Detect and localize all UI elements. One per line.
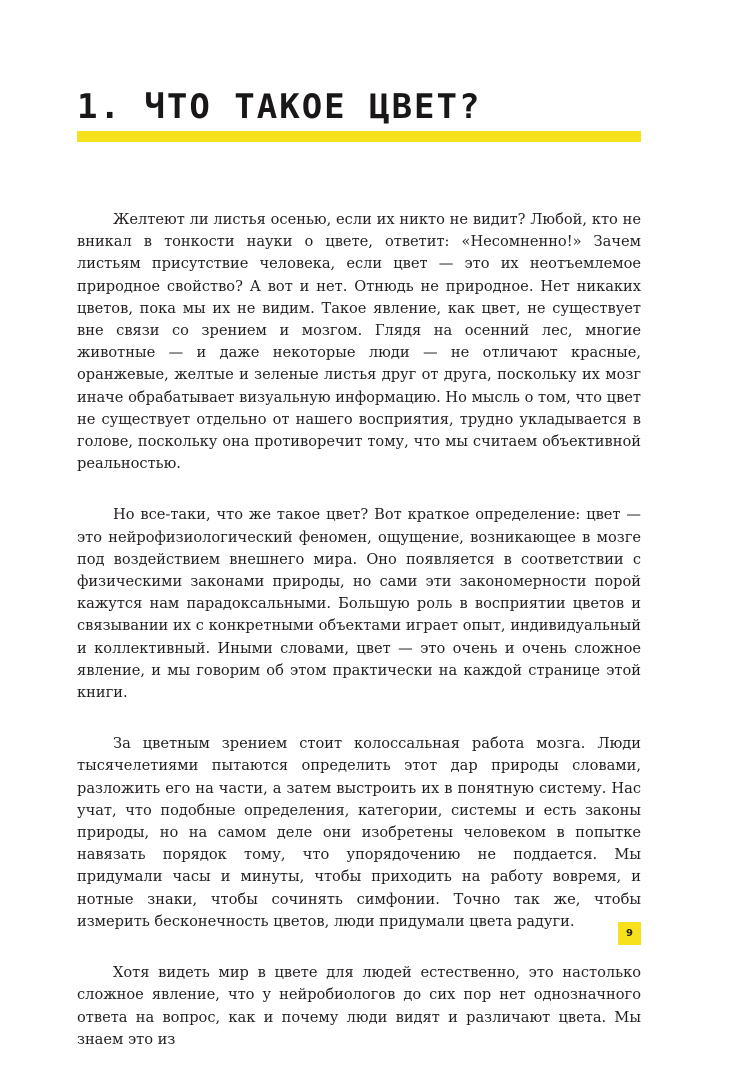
title-underline-bar	[77, 131, 641, 142]
chapter-title: 1. ЧТО ТАКОЕ ЦВЕТ?	[77, 87, 482, 127]
paragraph-1: Желтеют ли листья осенью, если их никто не видит? Любой, кто не вникал в тонкости науки о цвете, ответит: «Несомненно!» Зачем листьям присутствие человека, если цвет — это их неотъемлемое природное свойство? А вот и нет. Отнюдь не природное. Нет никаких цветов, пока мы их не видим. Такое явление, как цвет, не существует вне связи со зрением и мозгом. Глядя на осенний лес, многие животные — и даже некоторые люди — не отличают красные, оранжевые, желтые и зеленые листья друг от друга, поскольку их мозг иначе обрабатывает визуальную информацию. Но мысль о том, что цвет не существует отдельно от нашего восприятия, трудно укладывается в голове, поскольку она противоречит тому, что мы считаем объективной реальностью.	[77, 211, 641, 473]
page-number: 9	[626, 928, 633, 939]
body-text	[77, 209, 641, 1080]
paragraph-2: Но все-таки, что же такое цвет? Вот краткое определение: цвет — это нейрофизиологический феномен, ощущение, возникающее в мозге под воздействием внешнего мира. Оно появляется в соответствии с физическими законами природы, но сами эти закономерности порой кажутся нам парадоксальными. Большую роль в восприятии цветов и связывании их с конкретными объектами играет опыт, индивидуальный и коллективный. Иными словами, цвет — это очень и очень сложное явление, и мы говорим об этом практически на каждой странице этой книги.	[77, 506, 641, 702]
page-number-badge	[618, 922, 641, 945]
paragraph-4: Хотя видеть мир в цвете для людей естественно, это настолько сложное явление, что у нейробиологов до сих пор нет однозначного ответа на вопрос, как и почему люди видят и различают цвета. Мы знаем это из	[77, 964, 641, 1048]
paragraph-3: За цветным зрением стоит колоссальная работа мозга. Люди тысячелетиями пытаются определить этот дар природы словами, разложить его на части, а затем выстроить их в понятную систему. Нас учат, что подобные определения, категории, системы и есть законы природы, но на самом деле они изобретены человеком в попытке навязать порядок тому, что упорядочению не поддается. Мы придумали часы и минуты, чтобы приходить на работу вовремя, и нотные знаки, чтобы сочинять симфонии. Точно так же, чтобы измерить бесконечность цветов, люди придумали цвета радуги.	[77, 735, 641, 930]
